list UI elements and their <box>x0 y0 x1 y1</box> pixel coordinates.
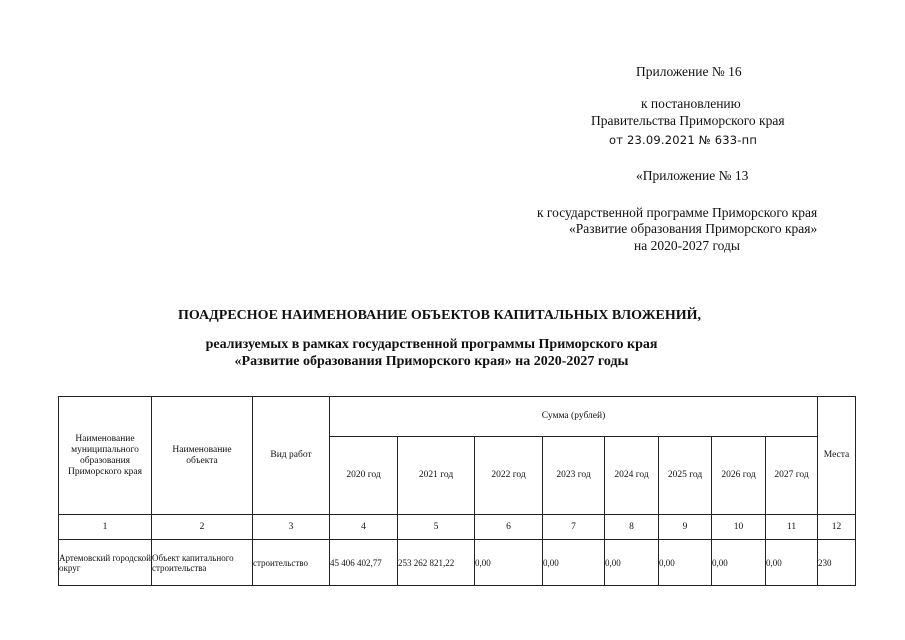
column-number: 12 <box>818 515 856 540</box>
program-name: «Развитие образования Приморского края» <box>569 221 818 236</box>
to-program: к государственной программе Приморского края <box>537 205 818 220</box>
column-number: 8 <box>605 515 659 540</box>
header-year-2021: 2021 год <box>398 437 475 515</box>
column-number: 7 <box>543 515 605 540</box>
header-work-type: Вид работ <box>253 397 330 515</box>
column-number: 2 <box>152 515 253 540</box>
document-subtitle-2: «Развитие образования Приморского края» на 2020-2027 годы <box>234 354 629 369</box>
cell-amount-2020: 45 406 402,77 <box>330 540 398 586</box>
document-subtitle-1: реализуемых в рамках государственной программы Приморского края <box>205 337 658 352</box>
header-year-2027: 2027 год <box>766 437 818 515</box>
column-number: 4 <box>330 515 398 540</box>
table-row <box>59 540 856 586</box>
column-number: 9 <box>659 515 712 540</box>
annex-number: Приложение № 16 <box>636 64 742 79</box>
column-number: 3 <box>253 515 330 540</box>
to-resolution: к постановлению <box>641 96 741 111</box>
header-year-2025: 2025 год <box>659 437 712 515</box>
header-year-2023: 2023 год <box>543 437 605 515</box>
cell-amount-2023: 0,00 <box>543 540 605 586</box>
header-year-2026: 2026 год <box>712 437 766 515</box>
cell-places: 230 <box>818 540 856 586</box>
cell-amount-2026: 0,00 <box>712 540 766 586</box>
column-number: 6 <box>475 515 543 540</box>
column-number: 11 <box>766 515 818 540</box>
program-years: на 2020-2027 годы <box>634 238 740 253</box>
cell-amount-2021: 253 262 821,22 <box>398 540 475 586</box>
column-number: 10 <box>712 515 766 540</box>
cell-amount-2024: 0,00 <box>605 540 659 586</box>
cell-amount-2027: 0,00 <box>766 540 818 586</box>
header-year-2022: 2022 год <box>475 437 543 515</box>
resolution-date: от 23.09.2021 № 633-пп <box>609 133 758 147</box>
cell-municipality: Артемовский городской округ <box>59 540 152 586</box>
header-places: Места <box>818 397 856 515</box>
column-number-row <box>59 515 856 540</box>
quote-annex: «Приложение № 13 <box>636 168 749 183</box>
header-sum: Сумма (рублей) <box>330 397 818 437</box>
document-title: ПОАДРЕСНОЕ НАИМЕНОВАНИЕ ОБЪЕКТОВ КАПИТАЛЬНЫХ ВЛОЖЕНИЙ, <box>177 308 702 323</box>
header-year-2024: 2024 год <box>605 437 659 515</box>
header-object: Наименование объекта <box>152 397 253 515</box>
header-year-2020: 2020 год <box>330 437 398 515</box>
cell-object: Объект капитального строительства <box>152 540 253 586</box>
cell-work-type: строительство <box>253 540 330 586</box>
capital-investments-table <box>58 396 856 586</box>
column-number: 5 <box>398 515 475 540</box>
column-number: 1 <box>59 515 152 540</box>
header-municipality: Наименование муниципального образования Приморского края <box>59 397 152 515</box>
cell-amount-2025: 0,00 <box>659 540 712 586</box>
cell-amount-2022: 0,00 <box>475 540 543 586</box>
government: Правительства Приморского края <box>591 113 785 128</box>
